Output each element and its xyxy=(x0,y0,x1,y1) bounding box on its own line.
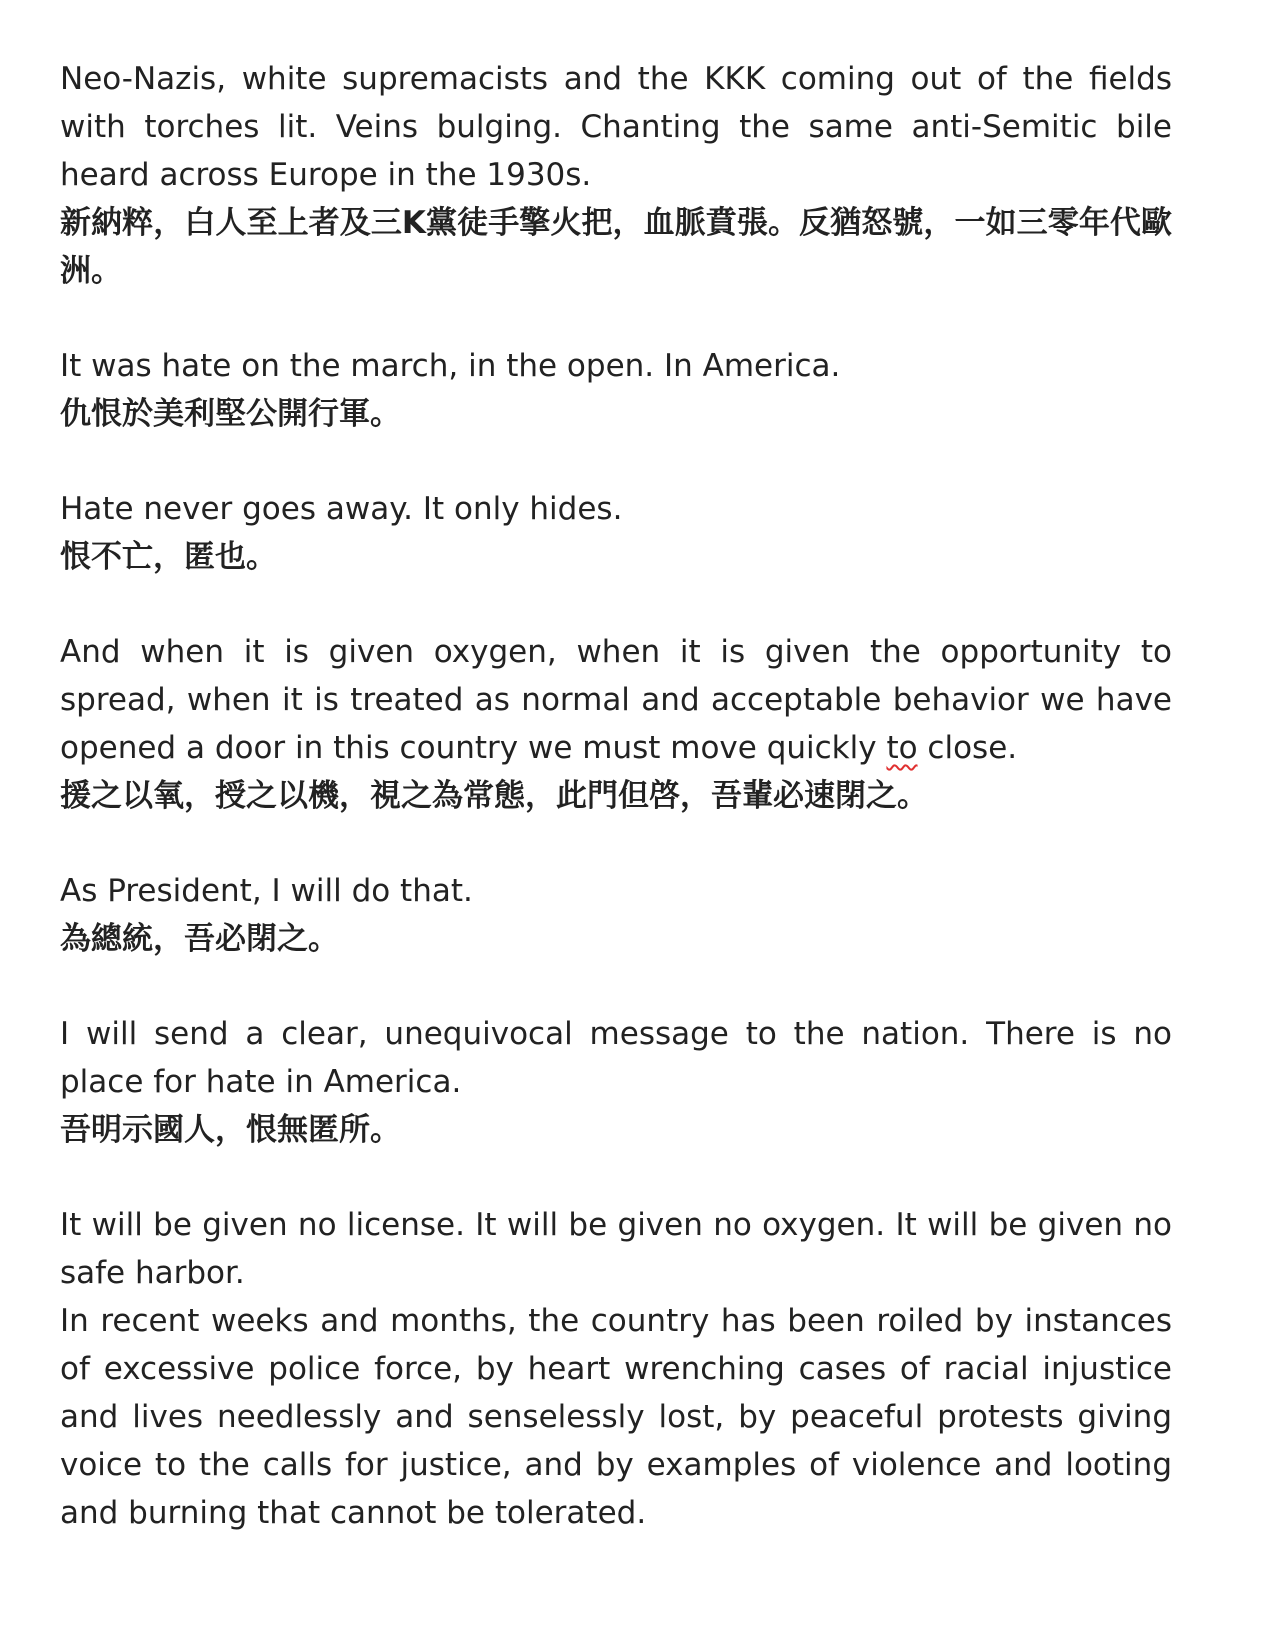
english-text-part: close. xyxy=(917,730,1018,766)
paragraph-1 xyxy=(60,55,1172,295)
chinese-text: 吾明示國人，恨無匿所。 xyxy=(60,1112,401,1148)
paragraph-6 xyxy=(60,1010,1172,1154)
document-body xyxy=(60,55,1172,1584)
paragraph-7 xyxy=(60,1201,1172,1537)
english-text-part: And when it is given oxygen, when it is given the opportunity to spread, when it is treated as normal and acceptable behavior we have opened a door in this country we must move quickly xyxy=(60,634,1172,766)
english-text: I will send a clear, unequivocal message to the nation. There is no place for hate in America. xyxy=(60,1016,1172,1100)
english-text xyxy=(60,628,1172,772)
english-text: Neo-Nazis, white supremacists and the KKK coming out of the fields with torches lit. Veins bulging. Chanting the same anti-Semitic bile heard across Europe in the 1930s. xyxy=(60,61,1172,193)
english-text: Hate never goes away. It only hides. xyxy=(60,491,623,527)
chinese-text: 為總統，吾必閉之。 xyxy=(60,921,339,957)
chinese-text: 仇恨於美利堅公開行軍。 xyxy=(60,396,401,432)
english-text: In recent weeks and months, the country has been roiled by instances of excessive police force, by heart wrenching cases of racial injustice and lives needlessly and senselessly lost, by peaceful protests giving voice to the calls for justice, and by examples of violence and looting and burning that cannot be tolerated. xyxy=(60,1303,1172,1531)
paragraph-4 xyxy=(60,628,1172,820)
english-text: As President, I will do that. xyxy=(60,873,473,909)
paragraph-2 xyxy=(60,342,1172,438)
chinese-text: 新納粹，白人至上者及三K黨徒手擎火把，血脈賁張。反猶怒號，一如三零年代歐洲。 xyxy=(60,205,1172,289)
chinese-text: 恨不亡，匿也。 xyxy=(60,539,277,575)
spellcheck-flagged-word[interactable]: to xyxy=(886,730,918,766)
english-text: It will be given no license. It will be given no oxygen. It will be given no safe harbor. xyxy=(60,1207,1172,1291)
paragraph-5 xyxy=(60,867,1172,963)
paragraph-3 xyxy=(60,485,1172,581)
english-text: It was hate on the march, in the open. In America. xyxy=(60,348,841,384)
chinese-text: 援之以氧，授之以機，視之為常態，此門但啓，吾輩必速閉之。 xyxy=(60,778,928,814)
